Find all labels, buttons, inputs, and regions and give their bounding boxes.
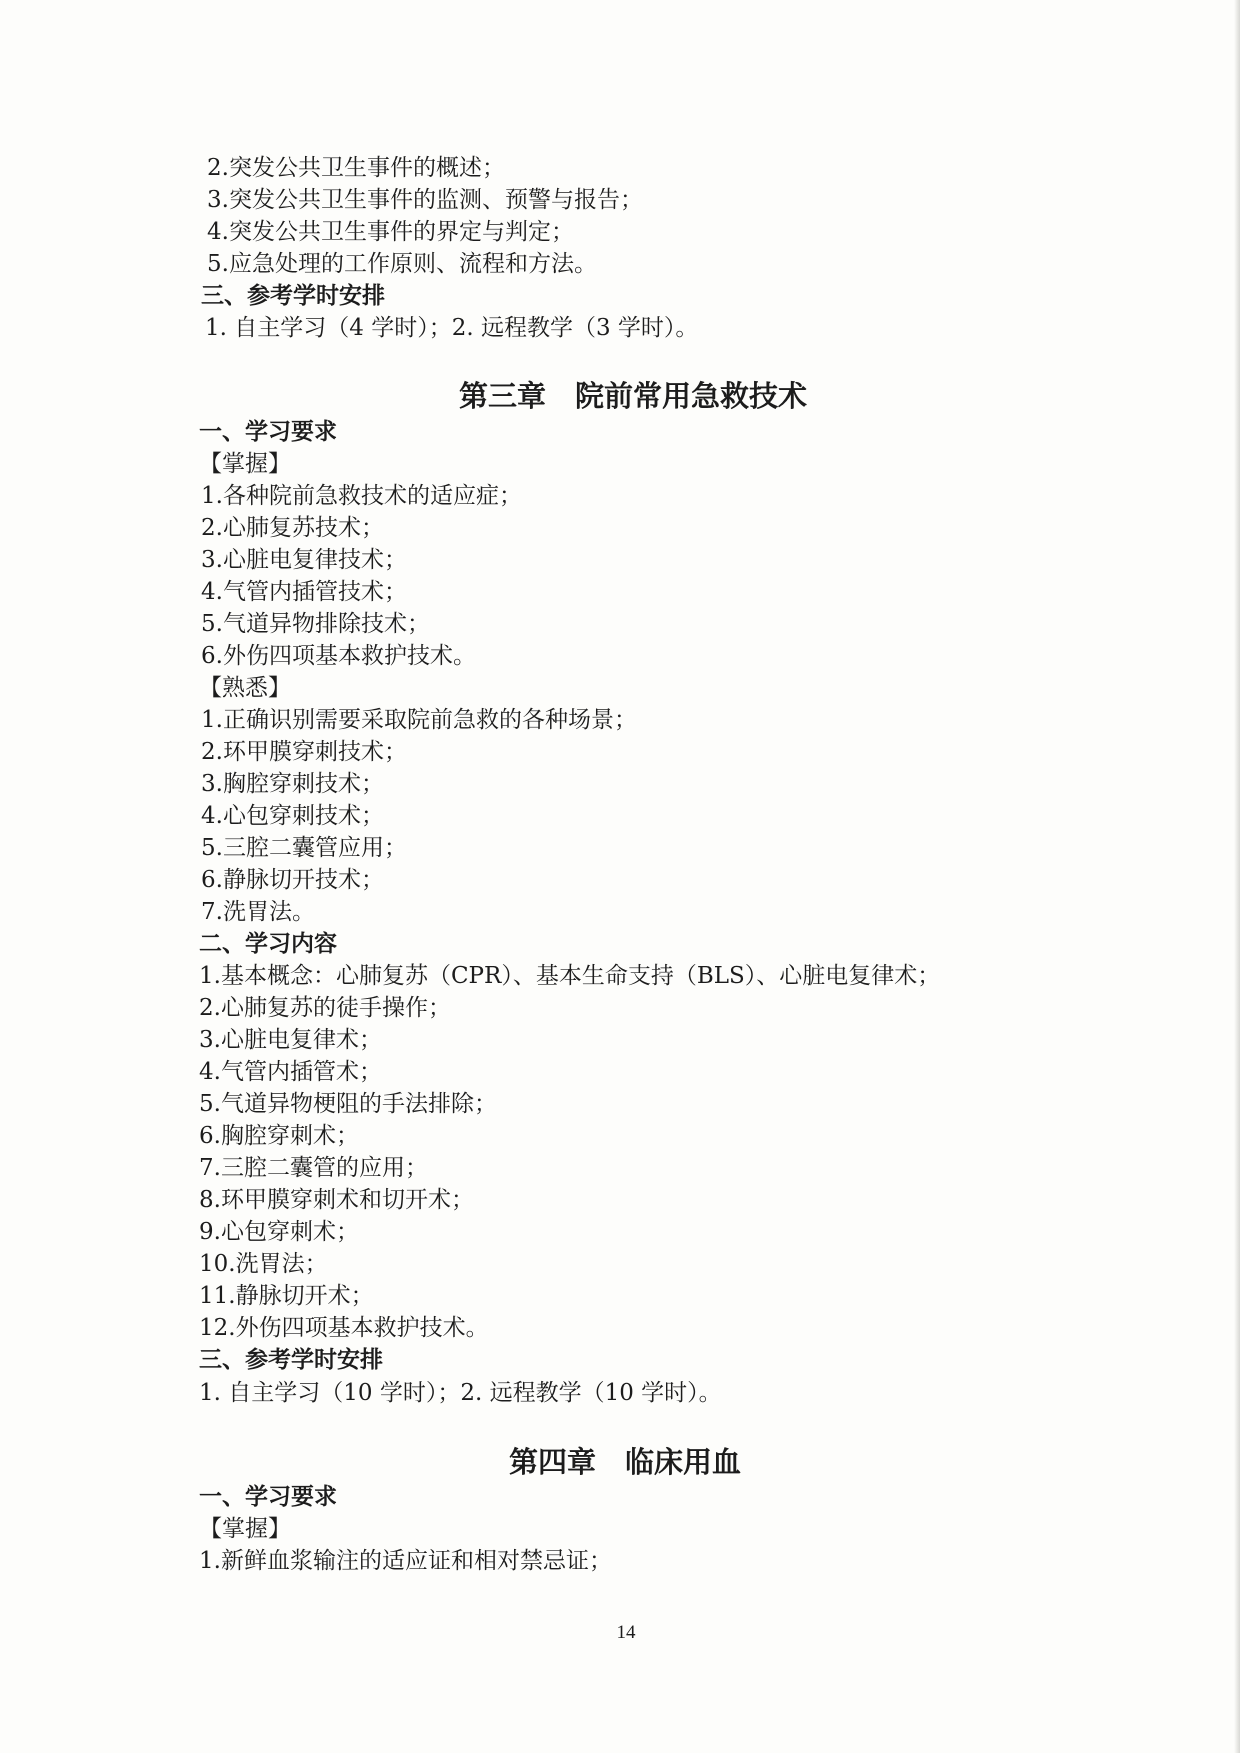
subsection-label: 【熟悉】	[199, 675, 291, 701]
hours-text: 1. 自主学习（10 学时）；2. 远程教学（10 学时）。	[199, 1380, 722, 1406]
section-heading: 三、参考学时安排	[199, 1346, 383, 1373]
list-item: 11.静脉切开术；	[199, 1283, 374, 1309]
list-item: 5.气道异物梗阻的手法排除；	[199, 1091, 497, 1117]
list-item: 4.突发公共卫生事件的界定与判定；	[207, 219, 574, 245]
list-item: 6.外伤四项基本救护技术。	[201, 643, 476, 669]
list-item: 4.心包穿刺技术；	[201, 803, 384, 829]
list-item: 1.各种院前急救技术的适应症；	[201, 483, 522, 509]
chapter-title: 第三章 院前常用急救技术	[459, 379, 808, 413]
hours-text: 1. 自主学习（4 学时）；2. 远程教学（3 学时）。	[205, 315, 699, 341]
list-item: 2.突发公共卫生事件的概述；	[207, 155, 505, 181]
section-heading: 二、学习内容	[199, 930, 337, 957]
page-number: 14	[616, 1622, 636, 1643]
list-item: 2.心肺复苏的徒手操作；	[199, 995, 451, 1021]
list-item: 6.胸腔穿刺术；	[199, 1123, 359, 1149]
subsection-label: 【掌握】	[199, 1516, 291, 1542]
list-item: 1.正确识别需要采取院前急救的各种场景；	[201, 707, 637, 733]
section-heading: 三、参考学时安排	[201, 282, 385, 309]
list-item: 7.洗胃法。	[201, 899, 315, 925]
list-item: 2.环甲膜穿刺技术；	[201, 739, 407, 765]
list-item: 1.新鲜血浆输注的适应证和相对禁忌证；	[199, 1548, 612, 1574]
list-item: 5.应急处理的工作原则、流程和方法。	[207, 251, 597, 277]
list-item: 4.气管内插管技术；	[201, 579, 407, 605]
list-item: 7.三腔二囊管的应用；	[199, 1155, 428, 1181]
list-item: 10.洗胃法；	[199, 1251, 328, 1277]
list-item: 5.三腔二囊管应用；	[201, 835, 407, 861]
list-item: 12.外伤四项基本救护技术。	[199, 1315, 489, 1341]
chapter-title: 第四章 临床用血	[509, 1445, 742, 1479]
list-item: 9.心包穿刺术；	[199, 1219, 359, 1245]
list-item: 5.气道异物排除技术；	[201, 611, 430, 637]
scan-edge	[1234, 0, 1240, 1753]
section-heading: 一、学习要求	[199, 1483, 337, 1510]
list-item: 3.突发公共卫生事件的监测、预警与报告；	[207, 187, 643, 213]
list-item: 3.心脏电复律术；	[199, 1027, 382, 1053]
list-item: 3.胸腔穿刺技术；	[201, 771, 384, 797]
list-item: 2.心肺复苏技术；	[201, 515, 384, 541]
list-item: 4.气管内插管术；	[199, 1059, 382, 1085]
section-heading: 一、学习要求	[199, 418, 337, 445]
subsection-label: 【掌握】	[199, 451, 291, 477]
list-item: 1.基本概念：心肺复苏（CPR）、基本生命支持（BLS）、心脏电复律术；	[199, 963, 941, 989]
list-item: 8.环甲膜穿刺术和切开术；	[199, 1187, 474, 1213]
list-item: 6.静脉切开技术；	[201, 867, 384, 893]
list-item: 3.心脏电复律技术；	[201, 547, 407, 573]
